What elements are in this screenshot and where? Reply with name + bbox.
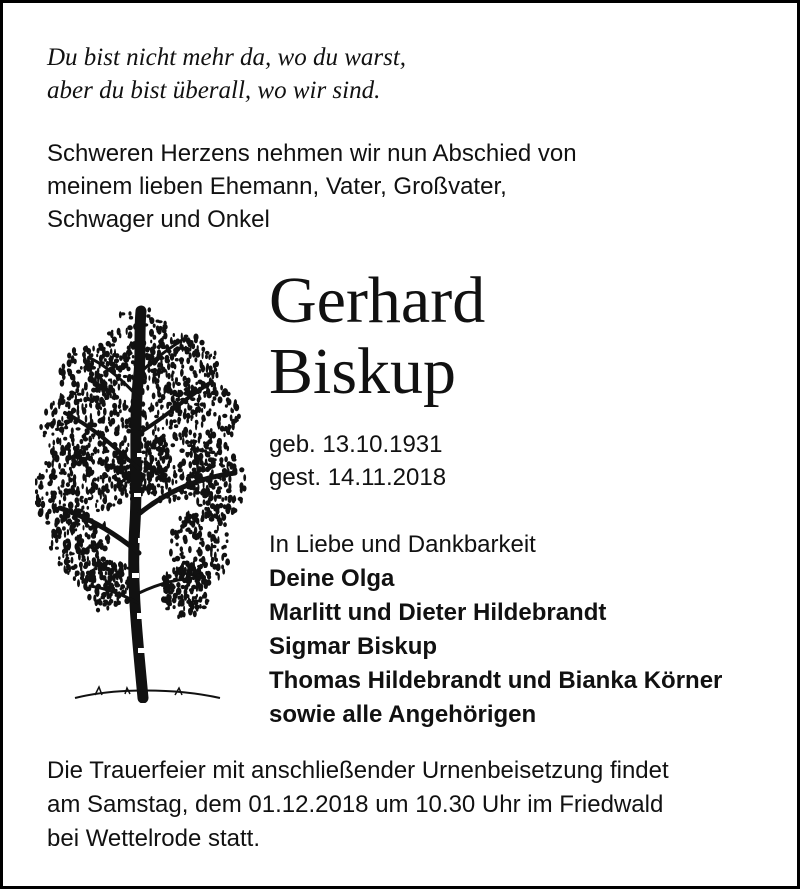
mourners-intro: In Liebe und Dankbarkeit — [269, 531, 536, 558]
life-dates — [269, 428, 446, 494]
first-name: Gerhard — [269, 264, 486, 337]
last-name: Biskup — [269, 335, 457, 408]
deceased-name — [269, 265, 485, 407]
mourner-name: Sigmar Biskup — [269, 633, 438, 660]
mourner-name: Marlitt und Dieter Hildebrandt — [269, 599, 607, 626]
poem-line: aber du bist überall, wo wir sind. — [47, 77, 381, 104]
funeral-details — [47, 754, 669, 856]
funeral-line: am Samstag, dem 01.12.2018 um 10.30 Uhr im Friedwald — [47, 791, 664, 818]
birth-date: geb. 13.10.1931 — [269, 431, 443, 458]
mourner-name: sowie alle Angehörigen — [269, 701, 537, 728]
farewell-line: Schwager und Onkel — [47, 206, 270, 233]
farewell-text — [47, 137, 577, 236]
mourner-name: Thomas Hildebrandt und Bianka Körner — [269, 667, 723, 694]
funeral-line: Die Trauerfeier mit anschließender Urnenbeisetzung findet — [47, 757, 669, 784]
poem-line: Du bist nicht mehr da, wo du warst, — [47, 44, 407, 71]
farewell-line: meinem lieben Ehemann, Vater, Großvater, — [47, 173, 507, 200]
mourner-name: Deine Olga — [269, 565, 395, 592]
death-date: gest. 14.11.2018 — [269, 464, 447, 491]
mourners-block — [269, 528, 722, 732]
farewell-line: Schweren Herzens nehmen wir nun Abschied von — [47, 140, 577, 167]
birch-tree-icon — [35, 303, 250, 703]
poem-quote — [47, 41, 406, 107]
funeral-line: bei Wettelrode statt. — [47, 825, 260, 852]
